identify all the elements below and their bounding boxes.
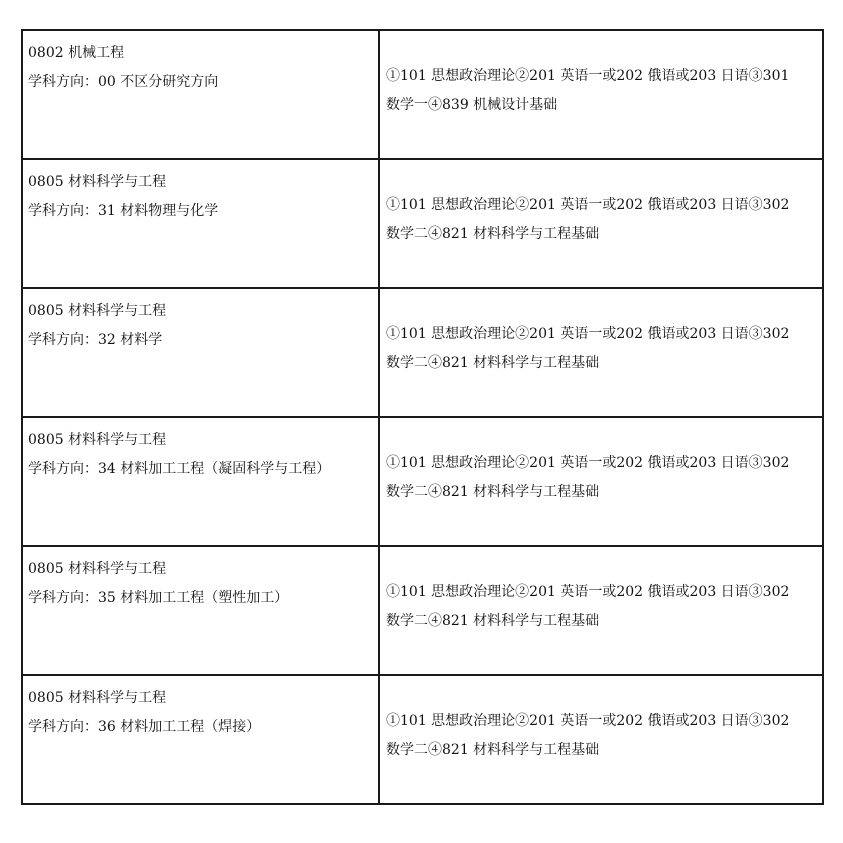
major-cell: [22, 30, 379, 159]
major-code-name: 0805 材料科学与工程: [28, 432, 167, 448]
exam-subjects-cell: [379, 675, 823, 804]
exam-subjects-line-1: ①101 思想政治理论②201 英语一或202 俄语或203 日语③302: [386, 197, 790, 213]
exam-subjects-line-1: ①101 思想政治理论②201 英语一或202 俄语或203 日语③302: [386, 713, 790, 729]
exam-subjects-line-1: ①101 思想政治理论②201 英语一或202 俄语或203 日语③302: [386, 326, 790, 342]
major-code-name: 0805 材料科学与工程: [28, 690, 167, 706]
exam-subjects-table: [21, 29, 824, 805]
major-cell: [22, 417, 379, 546]
major-cell: [22, 288, 379, 417]
exam-subjects-line-2: 数学二④821 材料科学与工程基础: [386, 355, 600, 371]
research-direction: 学科方向：35 材料加工工程（塑性加工）: [28, 590, 289, 606]
exam-subjects-line-2: 数学二④821 材料科学与工程基础: [386, 613, 600, 629]
exam-subjects-line-2: 数学二④821 材料科学与工程基础: [386, 226, 600, 242]
research-direction: 学科方向：00 不区分研究方向: [28, 74, 219, 90]
table-row: [22, 288, 823, 417]
table-row: [22, 159, 823, 288]
exam-subjects-cell: [379, 288, 823, 417]
research-direction: 学科方向：34 材料加工工程（凝固科学与工程）: [28, 461, 331, 477]
exam-subjects-line-2: 数学二④821 材料科学与工程基础: [386, 742, 600, 758]
major-cell: [22, 159, 379, 288]
major-code-name: 0802 机械工程: [28, 45, 125, 61]
table-row: [22, 675, 823, 804]
table-row: [22, 417, 823, 546]
exam-subjects-line-2: 数学一④839 机械设计基础: [386, 97, 558, 113]
exam-subjects-line-2: 数学二④821 材料科学与工程基础: [386, 484, 600, 500]
exam-subjects-line-1: ①101 思想政治理论②201 英语一或202 俄语或203 日语③302: [386, 455, 790, 471]
research-direction: 学科方向：36 材料加工工程（焊接）: [28, 719, 261, 735]
table-row: [22, 546, 823, 675]
exam-subjects-line-1: ①101 思想政治理论②201 英语一或202 俄语或203 日语③302: [386, 584, 790, 600]
major-code-name: 0805 材料科学与工程: [28, 303, 167, 319]
major-code-name: 0805 材料科学与工程: [28, 174, 167, 190]
exam-subjects-cell: [379, 546, 823, 675]
table-row: [22, 30, 823, 159]
exam-subjects-cell: [379, 159, 823, 288]
major-cell: [22, 675, 379, 804]
major-cell: [22, 546, 379, 675]
research-direction: 学科方向：32 材料学: [28, 332, 163, 348]
exam-subjects-cell: [379, 417, 823, 546]
major-code-name: 0805 材料科学与工程: [28, 561, 167, 577]
research-direction: 学科方向：31 材料物理与化学: [28, 203, 219, 219]
exam-subjects-cell: [379, 30, 823, 159]
exam-subjects-line-1: ①101 思想政治理论②201 英语一或202 俄语或203 日语③301: [386, 68, 790, 84]
